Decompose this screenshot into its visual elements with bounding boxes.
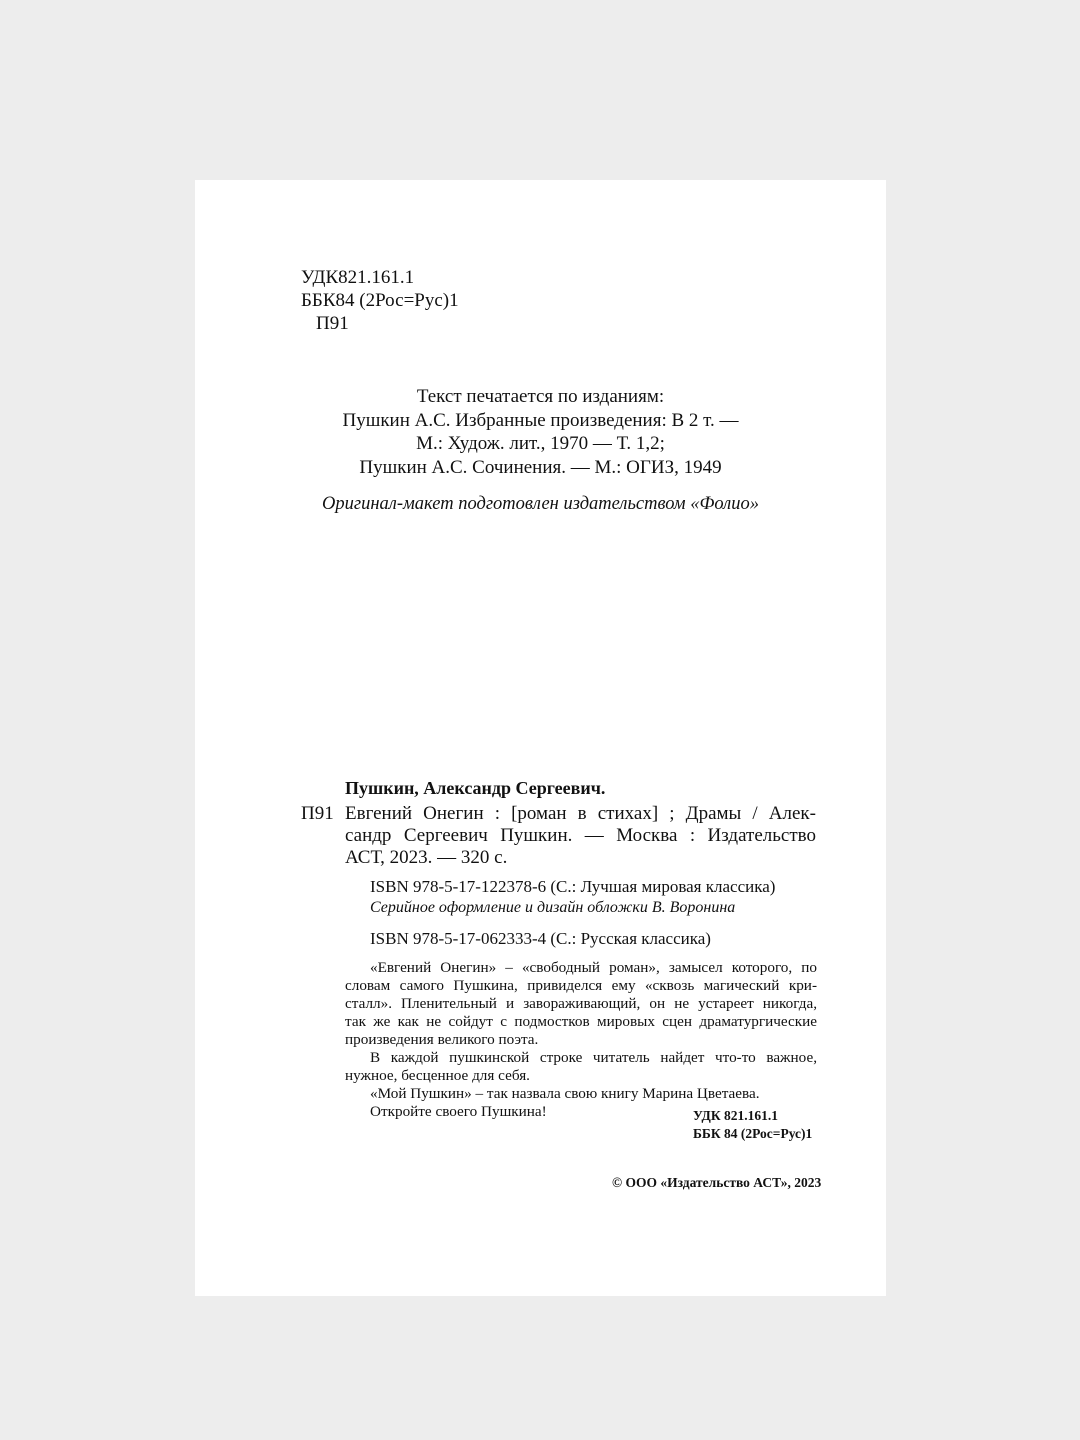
bottom-classification-codes — [693, 1107, 812, 1143]
design-credit: Серийное оформление и дизайн обложки В. Воронина — [370, 899, 736, 916]
catalog-description — [345, 803, 816, 869]
annotation-line: «Евгений Онегин» – «свободный роман», замысел которого, по — [370, 959, 817, 976]
copyright-notice: © ООО «Издательство АСТ», 2023 — [612, 1175, 822, 1190]
sources-line: Пушкин А.С. Сочинения. — М.: ОГИЗ, 1949 — [359, 456, 722, 478]
udk-code: УДК821.161.1 — [301, 267, 415, 288]
original-layout-note: Оригинал-макет подготовлен издательством «Фолио» — [322, 494, 759, 514]
source-editions — [195, 385, 886, 479]
bottom-bbk-code: ББК 84 (2Рос=Рус)1 — [693, 1126, 813, 1141]
sources-line: М.: Худож. лит., 1970 — Т. 1,2; — [416, 433, 665, 454]
annotation-line: произведения великого поэта. — [345, 1031, 539, 1048]
annotation-line: Откройте своего Пушкина! — [370, 1103, 547, 1120]
catalog-call-number: П91 — [301, 803, 334, 824]
isbn-primary: ISBN 978-5-17-122378-6 (С.: Лучшая мировая классика) — [370, 877, 776, 896]
annotation-line: В каждой пушкинской строке читатель найдет что-то важное, — [370, 1049, 817, 1066]
sources-line: Пушкин А.С. Избранные произведения: В 2 т. — — [342, 409, 739, 431]
bottom-udk-code: УДК 821.161.1 — [693, 1108, 778, 1123]
book-page — [195, 180, 886, 1296]
isbn-secondary: ISBN 978-5-17-062333-4 (С.: Русская классика) — [370, 929, 711, 948]
catalog-author: Пушкин, Александр Сергеевич. — [345, 778, 606, 798]
annotation-line: сталл». Пленительный и завораживающий, он не устареет никогда, — [345, 995, 817, 1012]
annotation-line: так же как не сойдут с подмостков мировых сцен драматургические — [345, 1013, 817, 1030]
description-line: Евгений Онегин : [роман в стихах] ; Драмы / Алек- — [345, 803, 816, 824]
annotation-line: словам самого Пушкина, привиделся ему «сквозь магический кри- — [345, 977, 817, 994]
description-line: сандр Сергеевич Пушкин. — Москва : Издательство — [345, 825, 816, 846]
annotation — [345, 959, 817, 1121]
annotation-line: нужное, бесценное для себя. — [345, 1067, 530, 1084]
bbk-code: ББК84 (2Рос=Рус)1 — [301, 290, 459, 311]
classification-codes — [301, 266, 459, 335]
annotation-line: «Мой Пушкин» – так назвала свою книгу Марина Цветаева. — [370, 1085, 760, 1102]
sources-line: Текст печатается по изданиям: — [416, 386, 665, 407]
author-mark: П91 — [316, 313, 349, 334]
description-line: АСТ, 2023. — 320 с. — [345, 847, 508, 868]
